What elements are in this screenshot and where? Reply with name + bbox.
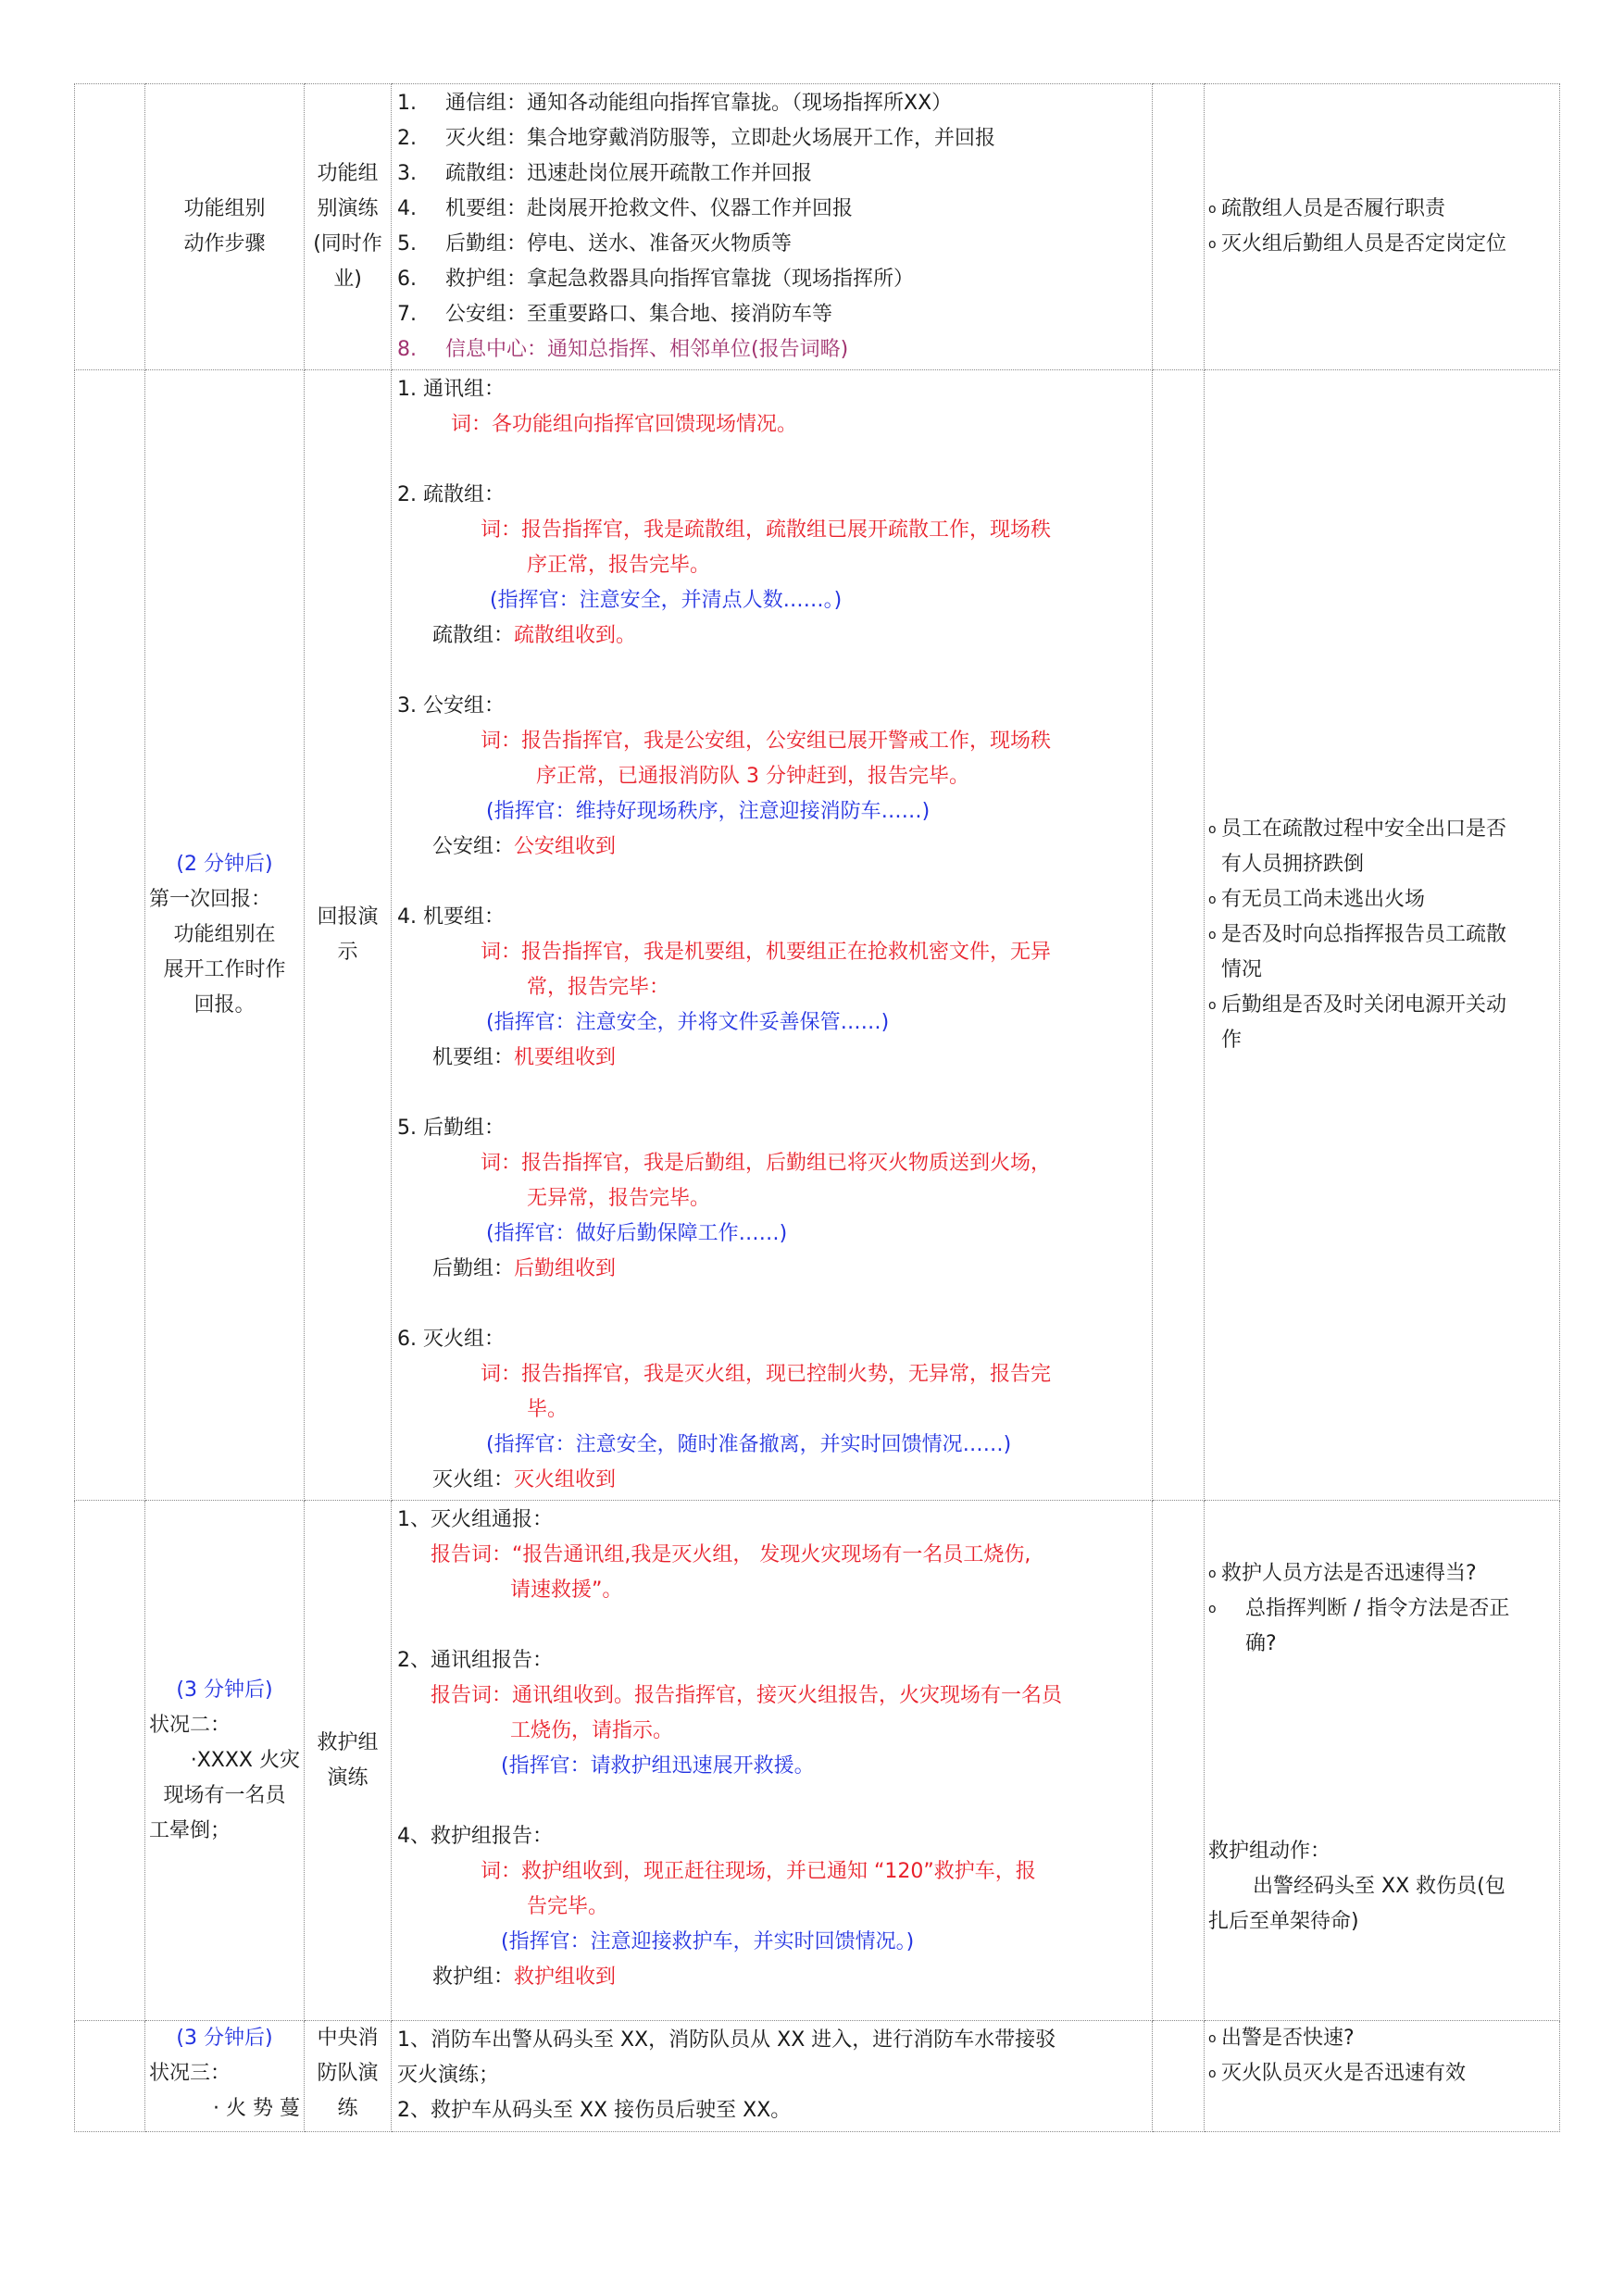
report-words: 词：报告指挥官，我是疏散组，疏散组已展开疏散工作，现场秩 [481, 518, 1052, 542]
group-response: 灭火组：灭火组收到 [432, 1468, 617, 1491]
blank-cell [1153, 1501, 1205, 2021]
check-item: o 有无员工尚未逃出火场 [1208, 882, 1555, 917]
circle-bullet-icon: o [1208, 2066, 1217, 2081]
timer-label: (3 分钟后) [176, 2027, 273, 2050]
phase-cell: (3 分钟后) 状况二： ·XXXX 火灾 现场有一名员 工晕倒； [145, 1501, 305, 2021]
step-head: 1、灭火组通报： [397, 1508, 553, 1531]
group-head: 4. 机要组： [397, 905, 505, 929]
check-item: o 疏散组人员是否履行职责 [1208, 192, 1555, 227]
list-item: 4. 机要组：赴岗展开抢救文件、仪器工作并回报 [397, 197, 854, 220]
circle-bullet-icon: o [1208, 928, 1217, 942]
blank-cell [1153, 84, 1205, 370]
circle-bullet-icon: o [1208, 1602, 1217, 1616]
report-words: 词：报告指挥官，我是公安组，公安组已展开警戒工作，现场秩 [481, 730, 1052, 753]
content-cell: 1、灭火组通报： 报告词：“报告通讯组,我是灭火组， 发现火灾现场有一名员工烧伤, 请速救援”。 2、通讯组报告： 报告词：通讯组收到。报告指挥官，接灭火组报告，火灾现场有一名员 工烧伤，请指示。 (指挥官：请救护组迅速展开救援。 4、救护组报告： 词：救护组收到，现正赶往现场，并已通知 “120”救护车，报 告完毕。 (指挥官：注意迎接救护车，并实时回馈情况。) 救护组：救护组收到 [392, 1501, 1153, 2021]
blank-cell [1153, 2021, 1205, 2132]
commander-reply: (指挥官：请救护组迅速展开救援。 [501, 1754, 815, 1778]
table-row [75, 2021, 1560, 2132]
list-item: 3. 疏散组：迅速赴岗位展开疏散工作并回报 [397, 162, 813, 185]
report-words: 词：报告指挥官，我是灭火组，现已控制火势，无异常，报告完 [481, 1363, 1052, 1386]
commander-reply: (指挥官：维持好现场秩序，注意迎接消防车……) [486, 800, 931, 823]
circle-bullet-icon: o [1208, 892, 1217, 907]
check-item: o 灭火组后勤组人员是否定岗定位 [1208, 227, 1555, 262]
check-cell [1205, 84, 1560, 370]
list-item: 5. 后勤组：停电、送水、准备灭火物质等 [397, 232, 793, 256]
check-item: o 出警是否快速? [1208, 2021, 1555, 2056]
report-words: 词：各功能组向指挥官回馈现场情况。 [451, 413, 798, 436]
list-item: 8. 信息中心：通知总指挥、相邻单位(报告词略) [397, 338, 849, 361]
commander-reply: (指挥官：注意迎接救护车，并实时回馈情况。) [501, 1930, 915, 1953]
table-row [75, 84, 1560, 370]
list-item: 6. 救护组：拿起急救器具向指挥官靠拢（现场指挥所） [397, 268, 915, 291]
commander-reply: (指挥官：做好后勤保障工作……) [486, 1222, 788, 1245]
commander-reply: (指挥官：注意安全，并清点人数……。) [490, 589, 843, 612]
method-cell: 功能组 别演练 (同时作 业) [305, 84, 392, 370]
phase-cell: (2 分钟后) 第一次回报： 功能组别在 展开工作时作 回报。 [145, 370, 305, 1501]
table-row [75, 1501, 1560, 2021]
check-item: o 救护人员方法是否迅速得当? [1208, 1556, 1555, 1591]
group-response: 后勤组：后勤组收到 [432, 1257, 617, 1280]
phase-cell: (3 分钟后) 状况三： · 火 势 蔓 [145, 2021, 305, 2132]
method-cell: 回报演 示 [305, 370, 392, 1501]
check-cell [1205, 370, 1560, 1501]
content-cell: 1、消防车出警从码头至 XX，消防队员从 XX 进入，进行消防车水带接驳 灭火演练； 2、救护车从码头至 XX 接伤员后驶至 XX。 [392, 2021, 1153, 2132]
group-head: 2. 疏散组： [397, 483, 505, 506]
step-head: 4、救护组报告： [397, 1825, 553, 1848]
blank-cell [75, 84, 145, 370]
group-head: 6. 灭火组： [397, 1328, 505, 1351]
check-cell [1205, 2021, 1560, 2132]
group-response: 公安组：公安组收到 [432, 835, 617, 858]
group-response: 机要组：机要组收到 [432, 1046, 617, 1069]
list-item: 7. 公安组：至重要路口、集合地、接消防车等 [397, 303, 833, 326]
table-row [75, 370, 1560, 1501]
circle-bullet-icon: o [1208, 202, 1217, 217]
group-response: 疏散组：疏散组收到。 [432, 624, 637, 647]
list-item: 1. 通信组：通知各动能组向指挥官靠拢。（现场指挥所XX） [397, 92, 953, 115]
timer-label: (3 分钟后) [176, 1678, 273, 1702]
blank-cell [75, 2021, 145, 2132]
group-head: 3. 公安组： [397, 694, 505, 718]
check-item: o 是否及时向总指挥报告员工疏散 情况 [1208, 917, 1555, 988]
content-cell: 1. 通讯组： 词：各功能组向指挥官回馈现场情况。 2. 疏散组： 词：报告指挥官，我是疏散组，疏散组已展开疏散工作，现场秩 序正常，报告完毕。 (指挥官：注意安全，并清点人数……。) 疏散组：疏散组收到。 3. 公安组： 词：报告指挥官，我是公安组，公安组已展开警戒工作，现场秩 序正常，已通报消防队 3 分钟赶到，报告完毕。 (指挥官：维持好现场秩序，注意迎接消防车……) 公安组：公安组收到 4. 机要组： 词：报告指挥官，我是机要组，机要组正在抢救机密文件，无异 常，报告完毕： (指挥官：注意安全，并将文件妥善保管……) 机要组：机要组收到 5. 后勤组： 词：报告指挥官，我是后勤组，后勤组已将灭火物质送到火场， 无异常，报告完毕。 (指挥官：做好后勤保障工作……) 后勤组：后勤组收到 6. 灭火组： 词：报告指挥官，我是灭火组，现已控制火势，无异常，报告完 毕。 (指挥官：注意安全，随时准备撤离，并实时回馈情况……) 灭火组：灭火组收到 [392, 370, 1153, 1501]
check-cell: o 救护人员方法是否迅速得当? o 总指挥判断 / 指令方法是否正 确? 救护组动作： 出警经码头至 XX 救伤员(包 扎后至单架待命) [1205, 1501, 1560, 2021]
method-cell: 救护组 演练 [305, 1501, 392, 2021]
list-item: 2. 灭火组：集合地穿戴消防服等，立即赴火场展开工作，并回报 [397, 127, 996, 150]
report-words: 词：报告指挥官，我是机要组，机要组正在抢救机密文件，无异 [481, 941, 1052, 964]
content-cell [392, 84, 1153, 370]
circle-bullet-icon: o [1208, 1566, 1217, 1581]
circle-bullet-icon: o [1208, 822, 1217, 837]
check-item: o 后勤组是否及时关闭电源开关动 作 [1208, 988, 1555, 1058]
step-head: 2、通讯组报告： [397, 1649, 553, 1672]
check-item: o 灭火队员灭火是否迅速有效 [1208, 2056, 1555, 2091]
group-head: 1. 通讯组： [397, 378, 505, 401]
blank-cell [1153, 370, 1205, 1501]
check-item: o 总指挥判断 / 指令方法是否正 确? [1208, 1591, 1555, 1662]
check-item: o 员工在疏散过程中安全出口是否 有人员拥挤跌倒 [1208, 812, 1555, 882]
commander-reply: (指挥官：注意安全，并将文件妥善保管……) [486, 1011, 890, 1034]
commander-reply: (指挥官：注意安全，随时准备撤离，并实时回馈情况……) [486, 1433, 1012, 1456]
report-words: 词：报告指挥官，我是后勤组，后勤组已将灭火物质送到火场， [481, 1152, 1052, 1175]
circle-bullet-icon: o [1208, 2031, 1217, 2046]
phase-cell: 功能组别 动作步骤 [145, 84, 305, 370]
blank-cell [75, 1501, 145, 2021]
circle-bullet-icon: o [1208, 237, 1217, 252]
group-head: 5. 后勤组： [397, 1117, 505, 1140]
drill-schedule-table [74, 83, 1560, 2132]
method-cell: 中央消 防队演 练 [305, 2021, 392, 2132]
circle-bullet-icon: o [1208, 998, 1217, 1013]
blank-cell [75, 370, 145, 1501]
timer-label: (2 分钟后) [176, 853, 273, 876]
action-title: 救护组动作： [1208, 1840, 1331, 1863]
